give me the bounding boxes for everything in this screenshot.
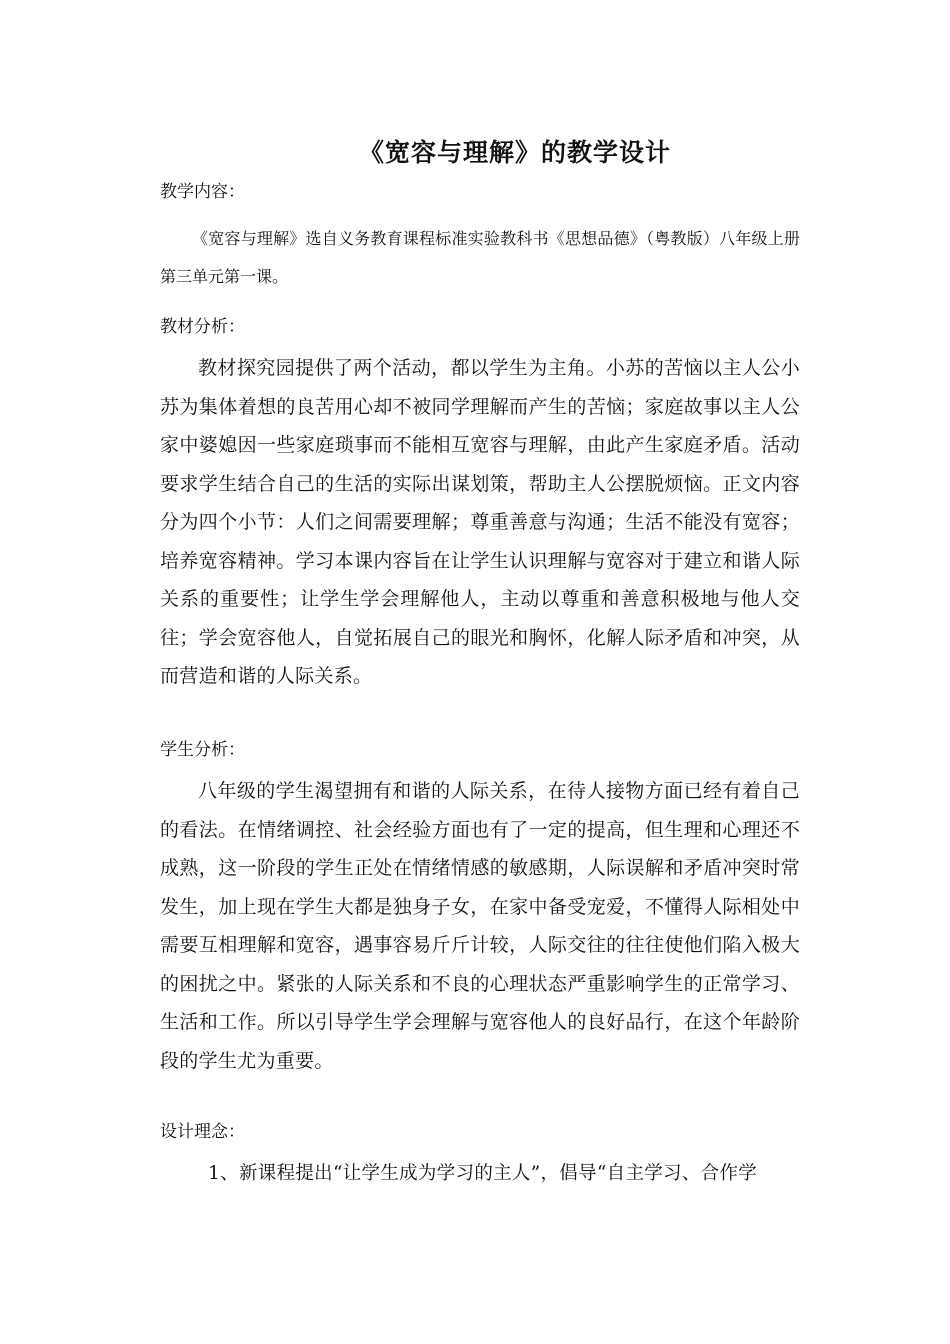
section-body-textbook-analysis: 教材探究园提供了两个活动，都以学生为主角。小苏的苦恼以主人公小苏为集体着想的良苦用心却不被同学理解而产生的苦恼；家庭故事以主人公家中婆媳因一些家庭琐事而不能相互宽容与理解，由此产生家庭矛盾。活动要求学生结合自己的生活的实际出谋划策，帮助主人公摆脱烦恼。正文内容分为四个小节：人们之间需要理解；尊重善意与沟通；生活不能没有宽容；培养宽容精神。学习本课内容旨在让学生认识理解与宽容对于建立和谐人际关系的重要性；让学生学会理解他人，主动以尊重和善意积极地与他人交往；学会宽容他人，自觉拓展自己的眼光和胸怀，化解人际矛盾和冲突，从而营造和谐的人际关系。 — [160, 357, 800, 687]
section-heading-student-analysis: 学生分析： — [160, 740, 245, 760]
section-heading-design-concept: 设计理念： — [160, 1122, 245, 1142]
section-heading-textbook-analysis: 教材分析： — [160, 317, 245, 337]
section-heading-teaching-content: 教学内容： — [160, 182, 245, 202]
document-title: 《宽容与理解》的教学设计 — [358, 138, 671, 167]
section-body-design-concept: 1、新课程提出“让学生成为学习的主人”，倡导“自主学习、合作学 — [208, 1163, 758, 1184]
section-body-teaching-content: 《宽容与理解》选自义务教育课程标准实验教科书《思想品德》（粤教版）八年级上册第三单元第一课。 — [160, 229, 800, 286]
section-body-student-analysis: 八年级的学生渴望拥有和谐的人际关系，在待人接物方面已经有着自己的看法。在情绪调控、社会经验方面也有了一定的提高，但生理和心理还不成熟，这一阶段的学生正处在情绪情感的敏感期，人际误解和矛盾冲突时常发生，加上现在学生大都是独身子女，在家中备受宠爱，不懂得人际相处中需要互相理解和宽容，遇事容易斤斤计较，人际交往的往往使他们陷入极大的困扰之中。紧张的人际关系和不良的心理状态严重影响学生的正常学习、生活和工作。所以引导学生学会理解与宽容他人的良好品行，在这个年龄阶段的学生尤为重要。 — [160, 780, 800, 1072]
